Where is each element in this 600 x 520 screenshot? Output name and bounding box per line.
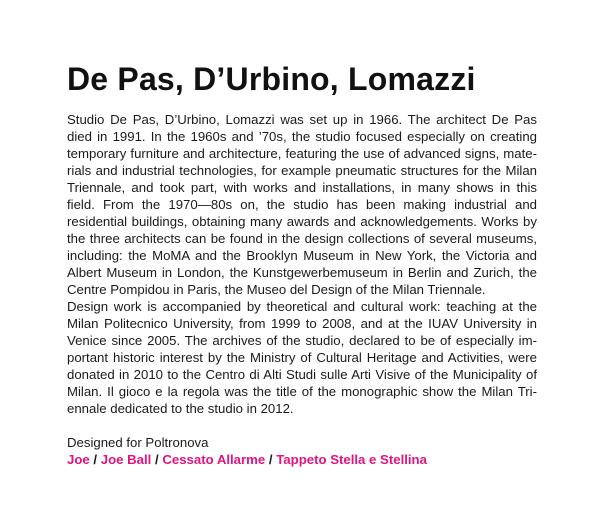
page-title: De Pas, D’Urbino, Lomazzi <box>67 61 476 97</box>
bio-paragraph: Design work is accompanied by theoretical and cultural work: teaching at the Milan Politecnico University, from 1999 to 2008, and at the IUAV University in Venice since 2005. The archives of the studio, declared to be of especially important historic interest by the Ministry of Cultural Heritage and Activities, were donated in 2010 to the Centro di Alti Studi sulle Arti Visive of the Municipality of Milan. Il gioco e la regola was the title of the monographic show the Milan Triennale dedicated to the studio in 2012. <box>67 299 537 416</box>
product-separator: / <box>93 452 98 467</box>
product-separator: / <box>268 452 273 467</box>
designer-page <box>67 60 537 468</box>
product-link-joe[interactable]: Joe <box>67 452 90 467</box>
product-link-tappeto-stella-e-stellina[interactable]: Tappeto Stella e Stellina <box>276 452 427 467</box>
designer-bio <box>67 111 537 417</box>
product-separator: / <box>155 452 159 467</box>
bio-paragraph: Studio De Pas, D’Urbino, Lomazzi was set up in 1966. The architect De Pas died in 1991. In the 1960s and ’70s, the studio focused especially on creating temporary furniture and architecture, featuring the use of advanced signs, materials and industrial technologies, for example pneumatic structures for the Milan Triennale, and took part, with works and installations, in many shows in this field. From the 1970—80s on, the studio has been making industrial and residential buildings, obtaining many awards and acknowledgements. Works by the three architects can be found in the design collections of several museums, including: the MoMA and the Brooklyn Museum in New York, the Victoria and Albert Museum in London, the Kunstgewerbemuseum in Berlin and Zurich, the Centre Pompidou in Paris, the Museo del Design of the Milan Triennale. <box>67 112 537 297</box>
credits <box>67 434 537 468</box>
product-link-cessato-allarme[interactable]: Cessato Allarme <box>162 452 266 467</box>
product-link-joe-ball[interactable]: Joe Ball <box>100 452 152 467</box>
product-links <box>67 451 537 468</box>
designed-for-label: Designed for Poltronova <box>67 435 209 450</box>
